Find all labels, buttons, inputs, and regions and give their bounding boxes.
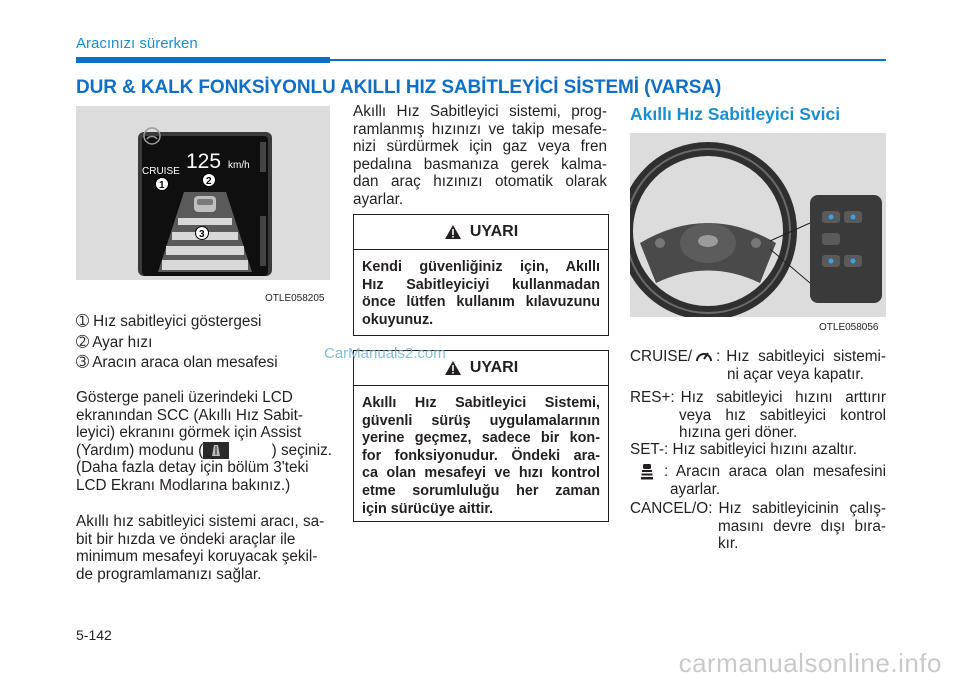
text-line: Kendi güvenliğiniz için, Akıllı bbox=[362, 259, 600, 275]
figure1-code: OTLE058205 bbox=[265, 293, 325, 304]
text-line bbox=[630, 348, 886, 366]
cruise-switch-icon bbox=[694, 348, 714, 366]
def-cancel bbox=[630, 500, 886, 553]
text-line: Hız Sabitleyiciyi kullanmadan bbox=[362, 276, 600, 293]
warning-triangle-icon bbox=[444, 224, 462, 240]
assist-mode-icon bbox=[203, 442, 229, 459]
text-line: etme sorumluluğu her zaman bbox=[362, 482, 600, 499]
text-line: Gösterge paneli üzerindeki LCD bbox=[76, 389, 293, 406]
cluster-figure bbox=[76, 106, 330, 280]
header-rule-thin bbox=[330, 59, 886, 61]
set-speed-unit: km/h bbox=[228, 160, 250, 171]
text-line: Akıllı Hız Sabitleyici Sistemi, bbox=[362, 395, 600, 411]
def-key: CANCEL/O: bbox=[630, 500, 713, 517]
cruise-label: CRUISE bbox=[142, 166, 180, 177]
text-line: de programlamanızı sağlar. bbox=[76, 565, 262, 583]
text-line: (Daha fazla detay için bölüm 3'teki bbox=[76, 459, 309, 477]
steering-wheel-illustration bbox=[630, 133, 886, 317]
text-line: masını devre dışı bıra- bbox=[718, 517, 886, 535]
legend-item bbox=[76, 312, 332, 333]
scc-description-paragraph bbox=[353, 103, 607, 209]
text-line: bit bir hızda ve öndeki araçlar ile bbox=[76, 530, 296, 548]
section-label: Aracınızı sürerken bbox=[76, 35, 198, 52]
def-res bbox=[630, 389, 886, 442]
text-line: for fonksiyonudur. Öndeki ara- bbox=[362, 447, 600, 464]
legend-list bbox=[76, 312, 332, 374]
legend-item bbox=[76, 333, 332, 354]
def-text: Hız sabitleyici sistemi- bbox=[726, 348, 886, 366]
def-text: : Aracın araca olan mesafesini bbox=[664, 463, 886, 481]
warning-header bbox=[354, 215, 608, 250]
switch-section-title: Akıllı Hız Sabitleyici Svici bbox=[630, 104, 841, 124]
text-line: ayarlar. bbox=[353, 190, 404, 208]
warning-triangle-icon bbox=[444, 360, 462, 376]
text-fragment: (Yardım) modunu ( bbox=[76, 441, 204, 459]
text-line: ca olan mesafeyi ve hızı kontrol bbox=[362, 465, 600, 482]
text-line bbox=[630, 500, 886, 518]
text-line bbox=[630, 463, 886, 481]
text-line: leyici) ekranını görmek için Assist bbox=[76, 424, 302, 442]
site-watermark: carmanualsonline.info bbox=[678, 648, 942, 678]
page-number: 5-142 bbox=[76, 627, 112, 643]
text-line: kır. bbox=[718, 535, 739, 553]
legend-number: ➁ bbox=[76, 333, 89, 351]
watermark-text: CarManuals2.com bbox=[324, 345, 446, 362]
legend-text: Aracın araca olan mesafesi bbox=[92, 354, 278, 371]
warning-box-responsibility bbox=[353, 350, 609, 522]
text-line: dan araç hızınızı otomatik olarak bbox=[353, 173, 607, 191]
text-line: Akıllı Hız Sabitleyici sistemi, prog- bbox=[353, 103, 607, 120]
text-line: hızına geri döner. bbox=[679, 424, 798, 442]
text-line: için sürücüye aittir. bbox=[362, 500, 494, 517]
warning-title: UYARI bbox=[469, 359, 519, 376]
assist-mode-paragraph bbox=[76, 389, 332, 495]
cluster-display-illustration bbox=[76, 106, 330, 280]
text-line: ramlanmış hızınızı ve takip mesafe- bbox=[353, 120, 607, 138]
marker-2: 2 bbox=[206, 176, 212, 187]
warning-body bbox=[354, 250, 608, 337]
text-line: ni açar veya kapatır. bbox=[727, 366, 864, 383]
def-set bbox=[630, 441, 886, 459]
marker-3: 3 bbox=[199, 229, 205, 240]
def-distance bbox=[630, 463, 886, 499]
text-line bbox=[630, 389, 886, 407]
def-key: CRUISE/ bbox=[630, 348, 693, 366]
text-line: Akıllı hız sabitleyici sistemi aracı, sa- bbox=[76, 513, 325, 530]
legend-text: Hız sabitleyici göstergesi bbox=[93, 313, 262, 330]
text-line: ayarlar. bbox=[670, 481, 721, 498]
steering-wheel-figure bbox=[630, 133, 886, 317]
def-cruise bbox=[630, 348, 886, 384]
def-key: RES+: bbox=[630, 389, 675, 406]
text-line bbox=[76, 442, 332, 460]
text-line: pedalına basmanıza gerek kalma- bbox=[353, 155, 607, 173]
legend-number: ➂ bbox=[76, 354, 89, 371]
warning-body bbox=[354, 386, 608, 526]
legend-number: ➀ bbox=[76, 313, 89, 330]
text-line: nizi sürdürmek için gaz veya fren bbox=[353, 138, 607, 156]
figure2-code: OTLE058056 bbox=[819, 322, 879, 333]
text-line: LCD Ekranı Modlarına bakınız.) bbox=[76, 476, 291, 494]
set-speed-value: 125 bbox=[186, 150, 222, 173]
marker-1: 1 bbox=[159, 180, 165, 191]
text-fragment: ) seçiniz. bbox=[271, 441, 332, 459]
def-text: Hız sabitleyici hızını arttırır bbox=[680, 389, 886, 406]
legend-item bbox=[76, 353, 332, 374]
warning-box-manual bbox=[353, 214, 609, 336]
text-line: veya hız sabitleyici kontrol bbox=[679, 406, 886, 424]
text-line: ekranından SCC (Akıllı Hız Sabit- bbox=[76, 406, 303, 424]
def-key: SET-: bbox=[630, 441, 669, 458]
text-line: önce lütfen kullanım kılavuzunu bbox=[362, 294, 600, 311]
header-rule-thick bbox=[76, 57, 330, 63]
def-text: Hız sabitleyicinin çalış- bbox=[718, 500, 886, 517]
def-text: Hız sabitleyici hızını azaltır. bbox=[672, 441, 857, 458]
page-title: DUR & KALK FONKSİYONLU AKILLI HIZ SABİTLEYİCİ SİSTEMİ (VARSA) bbox=[76, 77, 722, 98]
text-line: güvenli sürüş uygulamalarının bbox=[362, 412, 600, 429]
scc-intro-paragraph bbox=[76, 513, 332, 583]
legend-text: Ayar hızı bbox=[92, 333, 153, 351]
warning-title: UYARI bbox=[469, 223, 519, 240]
text-line: minimum mesafeyi koruyacak şekil- bbox=[76, 548, 318, 566]
distance-switch-icon bbox=[640, 463, 654, 481]
def-separator: : bbox=[716, 348, 721, 366]
text-line: okuyunuz. bbox=[362, 311, 434, 328]
text-line: yerine geçmez, sadece bir kon- bbox=[362, 430, 600, 447]
